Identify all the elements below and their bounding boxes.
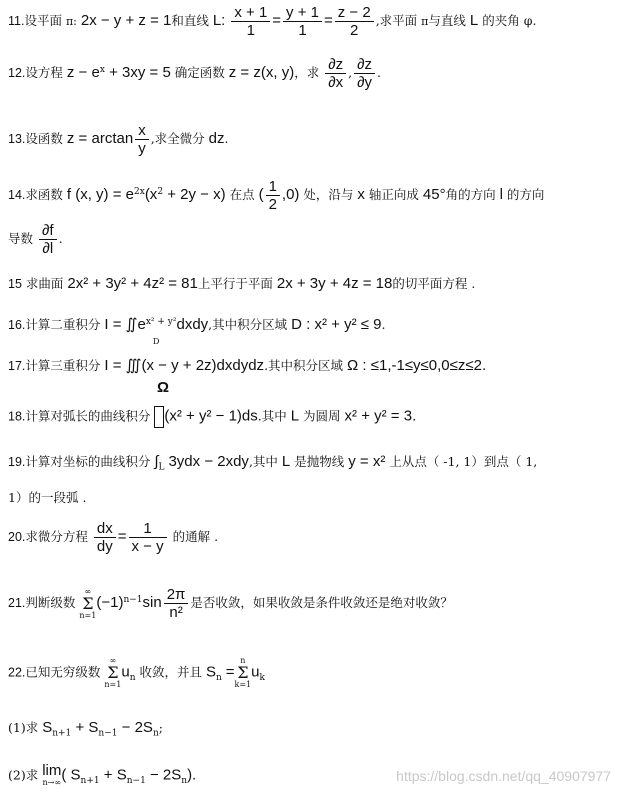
fraction: $\frac{dx}{dy}$ [94, 520, 116, 555]
problem-14-cont: 导数 $\frac{\partial f}{\partial l}$ . [8, 222, 63, 257]
contour-integral-box [154, 406, 164, 428]
partial-fraction: $\frac{\partial z}{\partial y}$ [354, 56, 375, 91]
problem-20: 20.求微分方程 $\frac{dx}{dy}$ = $\frac{1}{x - y}$ 的通解 . [8, 520, 219, 555]
subquestion-1: (1)求 $S_{n+1} + S_{n-1} - 2S_n$; [8, 719, 163, 739]
problem-22: 22.已知无穷级数 ∞ Σ n=1 $u_n$ 收敛，并且 $S_n$ = n Σ k=1 $u_k$ [8, 656, 265, 689]
partial-fraction: $\frac{\partial z}{\partial x}$ [325, 56, 346, 91]
problem-11: 11.设平面 π: 2x − y + z = 1和直线 L: $\frac{x + 1}{1}$ = $\frac{y + 1}{1}$ = $\frac{z - 2}{2}$ ,求平面 π与直线 L 的夹角 φ. [8, 4, 537, 39]
fraction: $\frac{2\pi}{\text{n²}}$ [164, 586, 189, 621]
problem-14: 14.求函数 f (x, $y) = e^{2x}(x^2 + 2y - x)$ 在点 ( $\frac{1}{2}$ ,0) 处，沿与 x 轴正向成 45°角的方向 l 的方向 [8, 178, 545, 213]
summation: n Σ k=1 [234, 656, 252, 689]
problem-19-cont: 1）的一段弧 . [8, 490, 87, 505]
region-d-label: D [153, 337, 160, 346]
fraction: $\frac{1}{2}$ [266, 178, 280, 213]
summation: ∞ Σ n=1 [104, 656, 122, 689]
fraction: $\frac{y + 1}{1}$ [283, 4, 322, 39]
fraction: $\frac{z - 2}{2}$ [335, 4, 374, 39]
limit: lim n→∞ [42, 762, 62, 787]
summation: ∞ Σ n=1 [79, 586, 97, 620]
fraction: $\frac{x}{y}$ [135, 122, 149, 157]
problem-21: 21.判断级数 ∞ Σ n=1 $(-1)^{n-1}\sin$ $\frac{2\pi}{\text{n²}}$ 是否收敛，如果收敛是条件收敛还是绝对收敛？ [8, 586, 453, 621]
fraction: $\frac{1}{x - y}$ [129, 520, 167, 555]
region-omega-label: Ω [157, 379, 170, 396]
problem-15: 15 求曲面 2x² + 3y² + 4z² = 81上平行于平面 2x + 3y + 4z = 18的切平面方程 . [8, 275, 476, 292]
watermark: https://blog.csdn.net/qq_40907977 [396, 768, 611, 784]
fraction: $\frac{x + 1}{1}$ [231, 4, 270, 39]
subquestion-2: (2)求 lim n→∞ ( $S_{n+1} + S_{n-1} - 2S_n$). [8, 762, 197, 787]
problem-13: 13.设函数 z = arctan $\frac{x}{y}$ ,求全微分 dz. [8, 122, 229, 157]
problem-18: 18.计算对弧长的曲线积分 (x² + y² − 1)ds.其中 L 为圆周 x² + y² = 3. [8, 406, 416, 428]
problem-12: 12.设方程 $z - e^x + 3xy = 5$ 确定函数 z = z(x, y)，求 $\frac{\partial z}{\partial x}$ , $\frac{\partial z}{\partial y}$ . [8, 56, 381, 91]
problem-17: 17.计算三重积分 I = ∭(x − y + 2z)dxdydz.其中积分区域 Ω : ≤1,-1≤y≤0,0≤z≤2. [8, 357, 487, 374]
problem-19: 19.计算对坐标的曲线积分 $\int_L$ 3ydx − 2xdy,其中 L 是抛物线 y = x² 上从点（ -1, 1）到点（ 1, [8, 453, 538, 473]
directional-derivative: $\frac{\partial f}{\partial l}$ [39, 222, 57, 257]
problem-16: 16.计算二重积分 $I = ∬e^{x^2 + y^2}dxdy$,其中积分区域 D : x² + y² ≤ 9. [8, 316, 386, 334]
